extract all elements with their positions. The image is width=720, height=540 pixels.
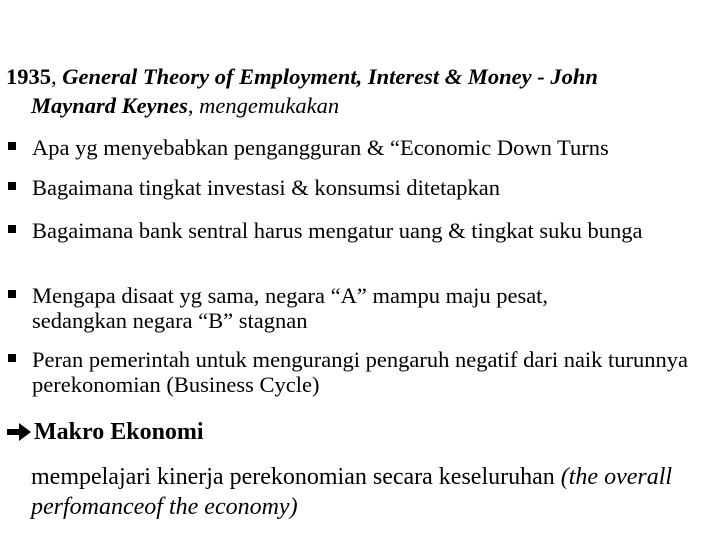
- list-item: [8, 218, 668, 243]
- slide-heading: [6, 62, 706, 120]
- square-bullet-icon: [8, 290, 16, 298]
- heading-author: Maynard Keynes: [31, 93, 188, 118]
- right-arrow-icon: [6, 421, 32, 443]
- square-bullet-icon: [8, 225, 16, 233]
- definition-italic-text: (the overall perfomanceof the economy): [31, 464, 673, 520]
- list-item: [8, 347, 698, 397]
- list-item: [8, 283, 648, 333]
- definition-text: mempelajari kinerja perekonomian secara keseluruhan: [31, 464, 561, 490]
- list-item-text: Bagaimana tingkat investasi & konsumsi ditetapkan: [32, 175, 501, 200]
- list-item-text: Peran pemerintah untuk mengurangi pengaruh negatif dari naik turunnya perekonomian (Business Cycle): [32, 347, 689, 397]
- list-item-text: Apa yg menyebabkan pengangguran & “Economic Down Turns: [32, 135, 609, 160]
- heading-comma-2: ,: [187, 93, 194, 118]
- list-item-text: Mengapa disaat yg sama, negara “A” mampu maju pesat, sedangkan negara “B” stagnan: [32, 283, 549, 333]
- heading-verb: mengemukakan: [199, 93, 340, 118]
- list-item: [8, 135, 708, 160]
- list-item: [8, 175, 708, 200]
- heading-comma: ,: [51, 64, 57, 89]
- heading-line-2: [6, 91, 706, 120]
- makro-ekonomi-title: Makro Ekonomi: [34, 419, 204, 445]
- makro-ekonomi-heading: [6, 417, 204, 447]
- list-item-text: Bagaimana bank sentral harus mengatur uang & tingkat suku bunga: [32, 218, 643, 243]
- heading-year: 1935: [6, 64, 51, 89]
- square-bullet-icon: [8, 354, 16, 362]
- square-bullet-icon: [8, 182, 16, 190]
- square-bullet-icon: [8, 142, 16, 150]
- makro-definition: [31, 462, 711, 522]
- heading-book-title: General Theory of Employment, Interest & Money - John: [62, 64, 598, 89]
